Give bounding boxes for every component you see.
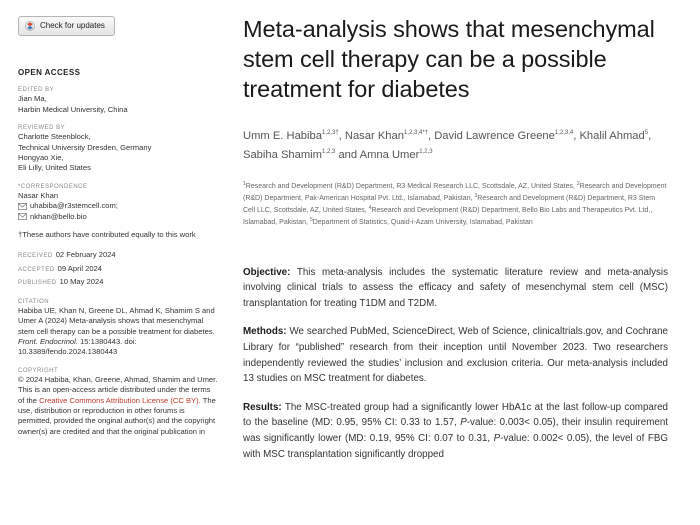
affiliation: Research and Development (R&D) Department, R3 Stem Cell LLC, Scottsdale, AZ, United States, — [243, 195, 656, 215]
correspondence — [18, 191, 218, 222]
reviewer-line: Charlotte Steenblock, — [18, 132, 91, 142]
correspondence-name: Nasar Khan — [18, 190, 59, 200]
affiliation: Research and Development (R&D) Department, Bello Bio Labs and Therapeutics Pvt. Ltd., Islamabad, Pakistan, — [243, 207, 653, 227]
article-sidebar — [18, 16, 218, 437]
editor-affiliation: Harbin Medical University, China — [18, 104, 128, 114]
author[interactable]: Umm E. Habiba$^{1,2,3\dagger}$ — [243, 129, 339, 142]
mail-icon — [18, 203, 27, 210]
accepted-date: ACCEPTED 09 April 2024 — [18, 263, 103, 273]
edited-by — [18, 94, 218, 115]
email-link[interactable]: nkhan@bello.bio — [30, 211, 87, 221]
author-list: Umm E. Habiba$^{1,2,3\dagger}$, Nasar Khan$^{1,2,3,4*\dagger}$, David Lawrence Greene$^{1,2,3,4}$, Khalil Ahmad$^5$, Sabiha Shamim$^{1,2,3}$ and Amna Umer$^{1,2,3}$ — [243, 129, 652, 161]
affiliation: Research and Development (R&D) Department, Pak-American Hospital Pvt. Ltd., Islamabad, Pakistan, — [243, 183, 667, 203]
published-date: PUBLISHED 10 May 2024 — [18, 277, 104, 287]
reviewed-by — [18, 132, 218, 174]
citation-heading: CITATION — [18, 298, 50, 305]
abstract-results: Results: The MSC-treated group had a significantly lower HbA1c at the last follow-up compared to the baseline (MD: 0.95, 95% CI: 0.33 to 1.57, P-value: 0.003< 0.05), their insulin requirement was significantly lower (MD: 0.19, 95% CI: 0.07 to 0.31, P-value: 0.002< 0.05), the level of FBG with MSC transplantation significantly dropped — [243, 401, 668, 460]
reviewer-line: Technical University Dresden, Germany — [18, 142, 152, 152]
copyright-heading: COPYRIGHT — [18, 367, 59, 374]
publication-dates — [18, 250, 218, 288]
email-row — [18, 212, 218, 222]
received-date: RECEIVED 02 February 2024 — [18, 250, 116, 260]
author[interactable]: Amna Umer$^{1,2,3}$ — [359, 148, 433, 161]
abstract — [243, 265, 668, 463]
copyright-text: © 2024 Habiba, Khan, Greene, Ahmad, Shamim and Umer. This is an open-access article distributed under the terms of the — [18, 374, 218, 405]
license-text: The use, distribution or reproduction in other forums is permitted, provided the original author(s) and the copyright owner(s) are credited and that the original publication in — [18, 395, 216, 436]
article-title: Meta-analysis shows that mesenchymal stem cell therapy can be a possible treatment for diabetes — [243, 16, 655, 103]
email-row — [18, 201, 218, 211]
citation — [18, 306, 218, 358]
author[interactable]: David Lawrence Greene$^{1,2,3,4}$ — [434, 129, 574, 142]
reviewed-by-heading: REVIEWED BY — [18, 125, 66, 132]
correspondence-heading: *CORRESPONDENCE — [18, 183, 88, 190]
mail-icon — [18, 213, 27, 220]
abstract-methods: Methods: We searched PubMed, ScienceDirect, Web of Science, clinicaltrials.gov, and Cochrane Library for “published” research from their inception until November 2023. Two researchers independently reviewed the studies’ inclusion and exclusion criteria. Our meta-analysis included 13 studies on MSC treatment for diabetes. — [243, 326, 668, 385]
check-for-updates-label: Check for updates — [40, 20, 105, 30]
article-main — [243, 14, 683, 475]
citation-doi[interactable]: doi: 10.3389/fendo.2024.1380443 — [18, 336, 137, 357]
check-for-updates-button[interactable] — [18, 16, 115, 36]
license-link[interactable]: Creative Commons Attribution License (CC BY). — [39, 395, 201, 405]
abstract-objective: Objective: This meta-analysis includes the systematic literature review and meta-analysis involving clinical trials to assess the efficacy and safety of mesenchymal stem cell (MSC) transplantation for treating T1DM and T2DM. — [243, 266, 668, 309]
edited-by-heading: EDITED BY — [18, 87, 55, 94]
author[interactable]: Nasar Khan$^{1,2,3,4*\dagger}$ — [344, 129, 428, 142]
affiliation: Research and Development (R&D) Department, R3 Medical Research LLC, Scottsdale, AZ, United States, — [245, 183, 575, 191]
editor-name: Jian Ma, — [18, 94, 47, 104]
citation-journal: Front. Endocrinol. — [18, 336, 78, 346]
open-access-label: OPEN ACCESS — [18, 68, 81, 77]
author[interactable]: Khalil Ahmad$^5$ — [579, 129, 649, 142]
affiliation: Department of Statistics, Quaid-i-Azam University, Islamabad, Pakistan — [312, 219, 533, 227]
email-link[interactable]: uhabiba@r3stemcell.com; — [30, 201, 118, 211]
citation-text: Habiba UE, Khan N, Greene DL, Ahmad K, Shamim S and Umer A (2024) Meta-analysis shows that mesenchymal stem cell therapy can be a possible treatment for diabetes. — [18, 305, 215, 336]
reviewer-line: Hongyao Xie, — [18, 153, 64, 163]
author[interactable]: Sabiha Shamim$^{1,2,3}$ — [243, 148, 336, 161]
copyright — [18, 375, 218, 437]
equal-contribution-note: †These authors have contributed equally to this work — [18, 230, 196, 240]
crossmark-icon — [25, 21, 35, 31]
affiliations: $^1$Research and Development (R&D) Department, R3 Medical Research LLC, Scottsdale, AZ, United States, $^2$Research and Development (R&D) Department, Pak-American Hospital Pvt. Ltd., Islamabad, Pakistan, $^3$Research and Development (R&D) Department, R3 Stem Cell LLC, Scottsdale, AZ, United States, $^4$Research and Development (R&D) Department, Bello Bio Labs and Therapeutics Pvt. Ltd., Islamabad, Pakistan, $^5$Department of Statistics, Quaid-i-Azam University, Islamabad, Pakistan — [243, 181, 667, 227]
reviewer-line: Eli Lilly, United States — [18, 163, 91, 173]
citation-volume: 15:1380443. — [80, 336, 123, 346]
